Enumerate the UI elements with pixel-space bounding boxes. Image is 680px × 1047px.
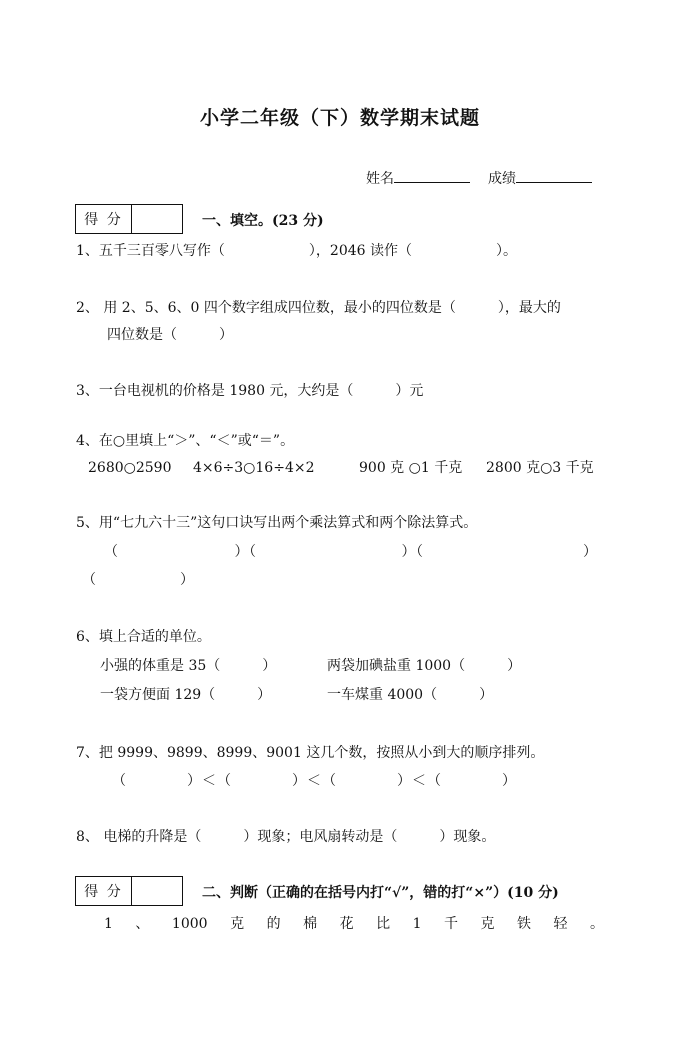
question-1: 1、五千三百零八写作（ ），2046 读作（ ）。	[76, 243, 517, 259]
question-5-title: 5、用“七九六十三”这句口诀写出两个乘法算式和两个除法算式。	[76, 515, 478, 531]
score-field	[488, 167, 592, 189]
question-8: 8、 电梯的升降是（ ）现象；电风扇转动是（ ）现象。	[76, 829, 496, 845]
judgment-char: 铁	[516, 916, 531, 932]
judgment-char: 千	[443, 916, 458, 932]
judgment-char: 棉	[303, 916, 318, 932]
score-box-label: 得 分	[76, 205, 132, 233]
judgment-char: 1	[104, 916, 113, 932]
question-7-title: 7、把 9999、9899、8999、9001 这几个数，按照从小到大的顺序排列。	[76, 745, 545, 761]
judgment-char: 花	[339, 916, 354, 932]
judgment-char: 、	[135, 916, 150, 932]
question-4-item: 900 克 ○1 千克	[359, 460, 463, 476]
section2-score-box	[75, 876, 183, 906]
question-5-line2: （ ）	[82, 572, 194, 588]
judgment-char: 。	[589, 916, 604, 932]
section1-score-box	[75, 204, 183, 234]
judgment-char: 1	[412, 916, 422, 932]
question-5-line1: （ ）（ ）（ ）	[104, 544, 598, 560]
question-2-line2: 四位数是（ ）	[107, 327, 233, 343]
section1-title: 一、填空。(23 分)	[202, 213, 324, 229]
score-box-value	[132, 205, 182, 233]
judgment-char: 轻	[553, 916, 568, 932]
page-title: 小学二年级（下）数学期末试题	[199, 107, 480, 129]
question-6-item: 小强的体重是 35（ ）	[100, 658, 277, 674]
question-4-title: 4、在○里填上“＞”、“＜”或“＝”。	[76, 433, 295, 449]
question-4-item: 2680○2590	[88, 460, 172, 476]
judgment-char: 比	[376, 916, 391, 932]
judgment-char: 克	[230, 916, 245, 932]
score-label: 成绩	[488, 171, 516, 187]
name-field	[366, 167, 470, 189]
name-label: 姓名	[366, 171, 394, 187]
question-6-item: 一袋方便面 129（ ）	[100, 687, 272, 703]
section2-question-1	[104, 914, 604, 934]
score-box-value	[132, 877, 182, 905]
score-box-label: 得 分	[76, 877, 132, 905]
question-6-title: 6、填上合适的单位。	[76, 629, 211, 645]
judgment-char: 1000	[171, 916, 208, 932]
question-2-line1: 2、 用 2、5、6、0 四个数字组成四位数，最小的四位数是（ ），最大的	[76, 300, 561, 316]
score-blank	[516, 167, 592, 183]
question-6-item: 两袋加碘盐重 1000（ ）	[327, 658, 522, 674]
question-7-line: （ ）＜（ ）＜（ ）＜（ ）	[112, 773, 517, 789]
section2-title: 二、判断（正确的在括号内打“√”，错的打“×”）(10 分)	[202, 885, 559, 901]
question-4-item: 4×6÷3○16÷4×2	[193, 460, 315, 476]
question-6-item: 一车煤重 4000（ ）	[327, 687, 494, 703]
judgment-char: 的	[266, 916, 281, 932]
judgment-char: 克	[480, 916, 495, 932]
name-blank	[394, 167, 470, 183]
question-4-item: 2800 克○3 千克	[486, 460, 594, 476]
question-3: 3、一台电视机的价格是 1980 元，大约是（ ）元	[76, 383, 424, 399]
